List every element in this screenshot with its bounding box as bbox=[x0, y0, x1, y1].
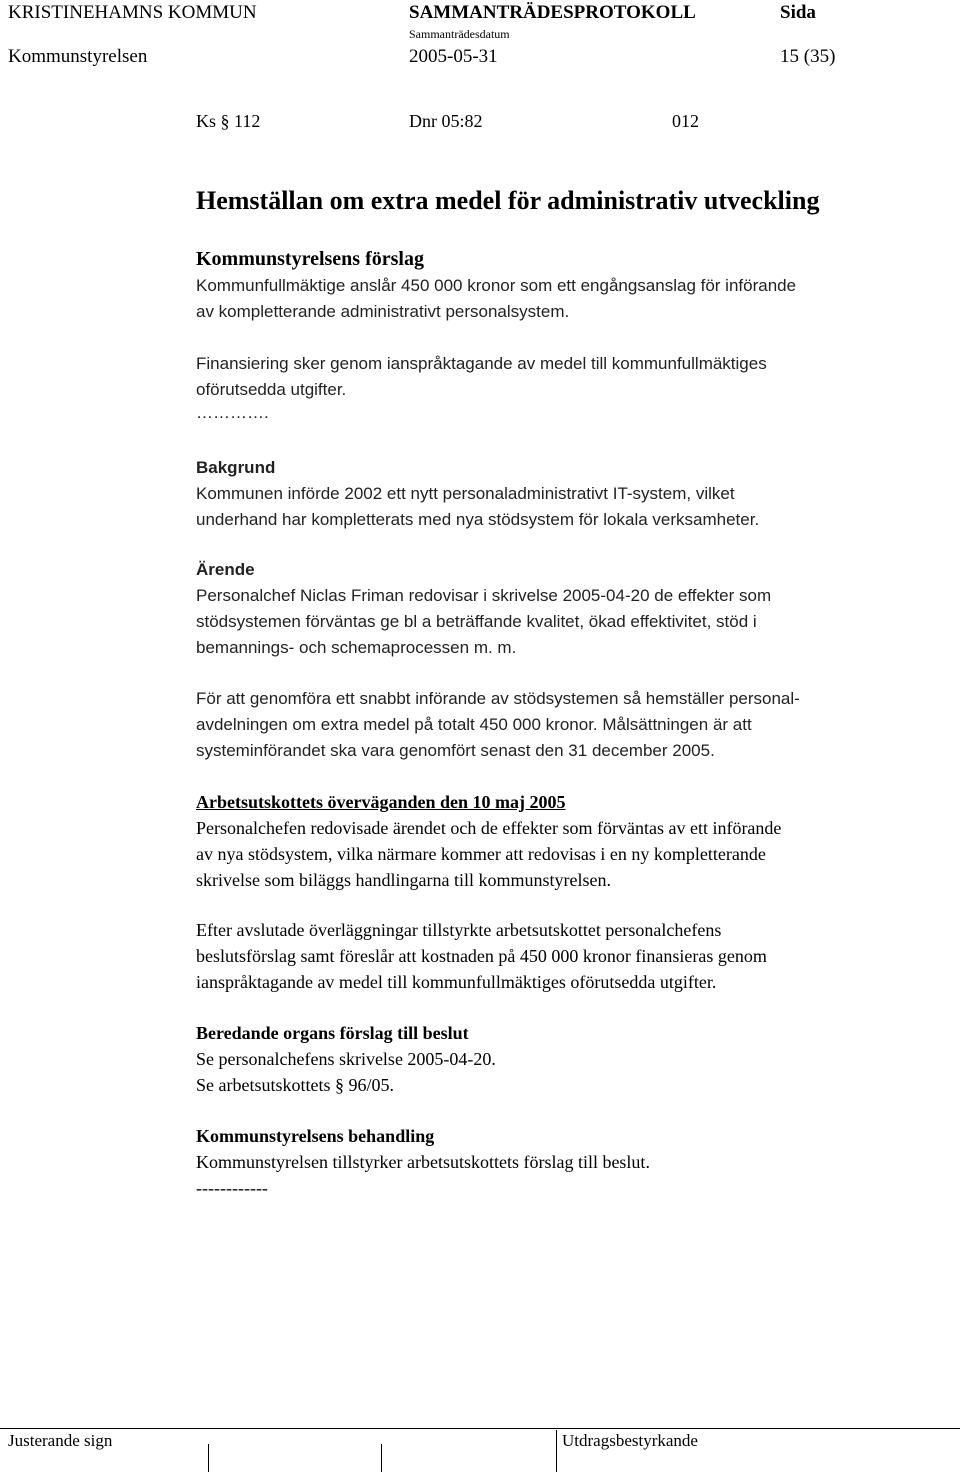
case-code: 012 bbox=[672, 111, 699, 131]
page-number: 15 (35) bbox=[780, 46, 836, 67]
au-section bbox=[196, 789, 926, 893]
au-heading: Arbetsutskottets överväganden den 10 maj 2005 bbox=[196, 792, 566, 812]
sign-label: Justerande sign bbox=[8, 1431, 113, 1450]
forslag-heading: Kommunstyrelsens förslag bbox=[196, 248, 424, 270]
au-paragraph-2 bbox=[196, 917, 926, 995]
dots-separator: …………. bbox=[196, 403, 269, 422]
sign-box-divider bbox=[208, 1444, 209, 1472]
meeting-date: 2005-05-31 bbox=[409, 46, 498, 67]
doc-type: SAMMANTRÄDESPROTOKOLL bbox=[409, 2, 696, 23]
financing-section bbox=[196, 351, 926, 423]
org-name: KRISTINEHAMNS KOMMUN bbox=[8, 2, 257, 23]
arende-line: Personalchef Niclas Friman redovisar i skrivelse 2005-04-20 de effekter som bbox=[196, 586, 772, 605]
arende-heading: Ärende bbox=[196, 560, 255, 579]
arende-section bbox=[196, 557, 926, 661]
beredande-section bbox=[196, 1020, 926, 1098]
case-paragraph: Ks § 112 bbox=[196, 111, 261, 131]
bakgrund-line: underhand har kompletterats med nya stödsystem för lokala verksamheter. bbox=[196, 510, 760, 529]
bakgrund-section bbox=[196, 455, 926, 533]
forslag-section bbox=[196, 245, 926, 325]
date-label: Sammanträdesdatum bbox=[409, 27, 510, 41]
end-separator: ------------ bbox=[196, 1178, 268, 1198]
beredande-line: Se personalchefens skrivelse 2005-04-20. bbox=[196, 1049, 496, 1069]
sign-box-divider bbox=[556, 1430, 557, 1472]
arende-line: avdelningen om extra medel på totalt 450 000 kronor. Målsättningen är att bbox=[196, 715, 752, 734]
bakgrund-line: Kommunen införde 2002 ett nytt personaladministrativt IT-system, vilket bbox=[196, 484, 735, 503]
extract-label: Utdragsbestyrkande bbox=[562, 1431, 698, 1450]
case-dnr: Dnr 05:82 bbox=[409, 111, 483, 131]
forslag-line: av kompletterande administrativt personalsystem. bbox=[196, 302, 570, 321]
beredande-heading: Beredande organs förslag till beslut bbox=[196, 1023, 469, 1043]
page-title: Hemställan om extra medel för administrativ utveckling bbox=[196, 186, 820, 215]
page-label: Sida bbox=[780, 2, 816, 23]
arende-line: bemannings- och schemaprocessen m. m. bbox=[196, 638, 517, 657]
arende-line: För att genomföra ett snabbt införande av stödsystemen så hemställer personal- bbox=[196, 689, 800, 708]
arende-paragraph-2 bbox=[196, 686, 926, 764]
au-line: beslutsförslag samt föreslår att kostnaden på 450 000 kronor finansieras genom bbox=[196, 946, 767, 966]
financing-line: oförutsedda utgifter. bbox=[196, 380, 347, 399]
sign-box-divider bbox=[381, 1444, 382, 1472]
au-line: Efter avslutade överläggningar tillstyrkte arbetsutskottet personalchefens bbox=[196, 920, 722, 940]
financing-line: Finansiering sker genom ianspråktagande av medel till kommunfullmäktiges bbox=[196, 354, 767, 373]
beredande-line: Se arbetsutskottets § 96/05. bbox=[196, 1075, 394, 1095]
arende-line: systeminförandet ska vara genomfört senast den 31 december 2005. bbox=[196, 741, 715, 760]
au-line: av nya stödsystem, vilka närmare kommer att redovisas i en ny kompletterande bbox=[196, 844, 766, 864]
behandling-section bbox=[196, 1123, 926, 1201]
behandling-line: Kommunstyrelsen tillstyrker arbetsutskottets förslag till beslut. bbox=[196, 1152, 650, 1172]
arende-line: stödsystemen förväntas ge bl a beträffande kvalitet, ökad effektivitet, stöd i bbox=[196, 612, 757, 631]
au-line: Personalchefen redovisade ärendet och de effekter som förväntas av ett införande bbox=[196, 818, 782, 838]
bakgrund-heading: Bakgrund bbox=[196, 458, 276, 477]
au-line: skrivelse som biläggs handlingarna till kommunstyrelsen. bbox=[196, 870, 611, 890]
au-line: ianspråktagande av medel till kommunfullmäktiges oförutsedda utgifter. bbox=[196, 972, 717, 992]
footer-divider bbox=[0, 1428, 960, 1429]
body-name: Kommunstyrelsen bbox=[8, 46, 148, 67]
forslag-line: Kommunfullmäktige anslår 450 000 kronor som ett engångsanslag för införande bbox=[196, 276, 797, 295]
behandling-heading: Kommunstyrelsens behandling bbox=[196, 1126, 435, 1146]
